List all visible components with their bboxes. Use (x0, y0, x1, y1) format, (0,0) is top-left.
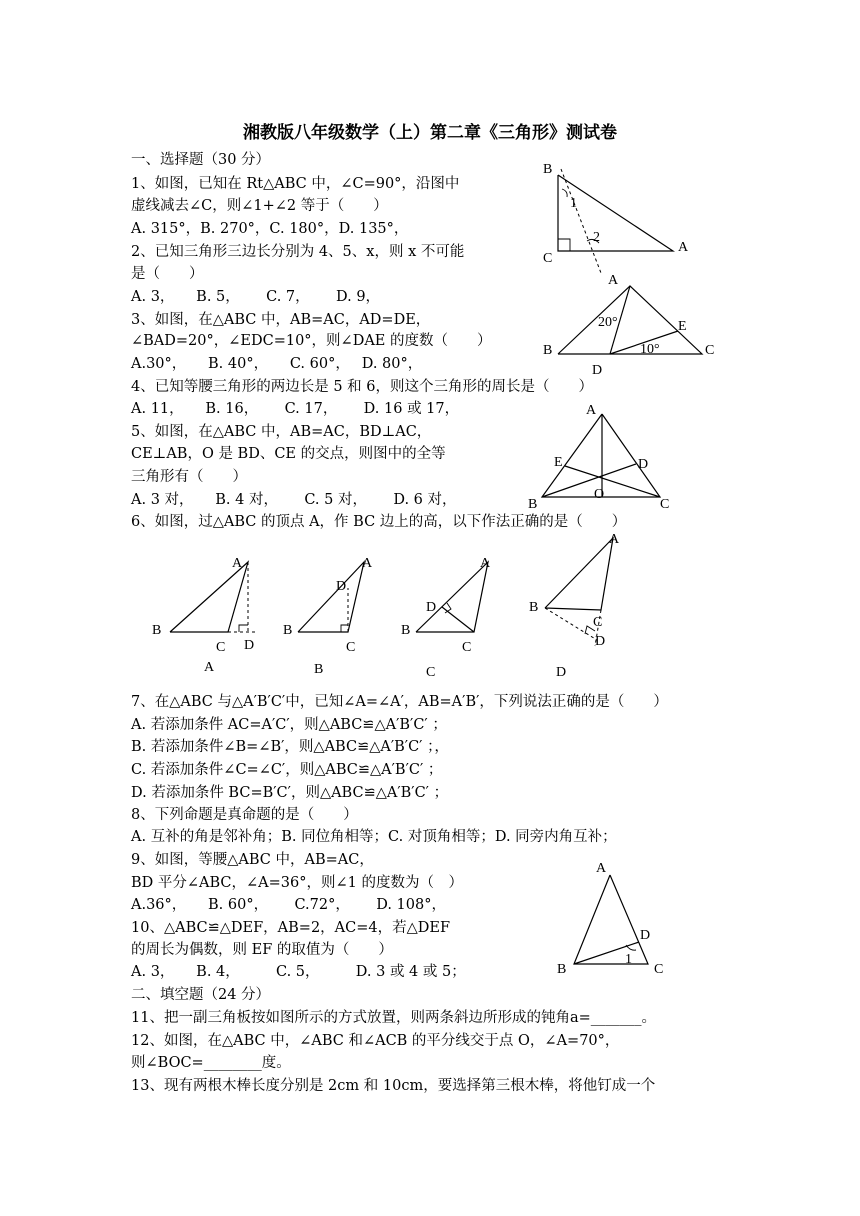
question-8: 8、下列命题是真命题的是（ ） (131, 807, 358, 823)
right-angle-mark (558, 239, 570, 251)
vertex-label-d: D (592, 363, 603, 378)
figure-q6-option-b (280, 550, 390, 675)
vertex-label-c: C (593, 615, 603, 630)
question-3-options: A.30°， B. 40°， C. 60°， D. 80°， (131, 356, 423, 372)
option-label: D (556, 665, 567, 680)
vertex-label-c: C (462, 640, 472, 655)
vertex-label-d: D (336, 579, 347, 594)
option-label: B (314, 662, 324, 677)
question-9: BD 平分∠ABC，∠A=36°，则∠1 的度数为（ ） (131, 875, 463, 891)
triangle-abc (545, 538, 613, 610)
figure-q1-right-triangle (535, 155, 705, 265)
vertex-label-d: D (426, 600, 437, 615)
question-5: CE⊥AB，O 是 BD、CE 的交点，则图中的全等 (131, 446, 446, 462)
vertex-label-d: D (638, 457, 649, 472)
vertex-label-d: D (244, 638, 255, 653)
vertex-label-c: C (705, 343, 715, 358)
figure-q5-altitudes (520, 400, 695, 515)
altitude-line (545, 608, 597, 640)
vertex-label-c: C (543, 251, 553, 266)
angle-label-1: 1 (625, 952, 632, 967)
question-1: 虚线减去∠C，则∠1+∠2 等于（ ） (131, 198, 388, 214)
page-title: 湘教版八年级数学（上）第二章《三角形》测试卷 (243, 123, 617, 143)
question-8-options: A. 互补的角是邻补角；B. 同位角相等；C. 对顶角相等；D. 同旁内角互补； (131, 829, 617, 845)
question-7: 7、在△ABC 与△A′B′C′中，已知∠A=∠A′，AB=A′B′，下列说法正确的是（ ） (131, 694, 668, 710)
question-1-options: A. 315°，B. 270°，C. 180°，D. 135°， (131, 221, 409, 237)
vertex-label-c: C (346, 640, 356, 655)
vertex-label-a: A (608, 273, 619, 288)
question-5-options: A. 3 对， B. 4 对， C. 5 对， D. 6 对， (131, 492, 457, 508)
question-12: 则∠BOC=________度。 (131, 1055, 291, 1071)
vertex-label-b: B (557, 962, 567, 977)
question-10-options: A. 3， B. 4， C. 5， D. 3 或 4 或 5； (131, 964, 466, 980)
right-angle-mark (239, 625, 248, 632)
triangle-abc (170, 562, 248, 632)
altitude-line (442, 607, 474, 632)
vertex-label-b: B (529, 600, 539, 615)
question-7-option-d: D. 若添加条件 BC=B′C′，则△ABC≌△A′B′C′ ； (131, 785, 449, 801)
angle-label-20: 20° (598, 315, 618, 330)
vertex-label-b: B (528, 497, 538, 512)
question-2: 是（ ） (131, 266, 204, 282)
angle-label-10: 10° (640, 342, 660, 357)
vertex-label-b: B (152, 623, 162, 638)
vertex-label-d: D (640, 928, 651, 943)
triangle-abc (298, 562, 364, 632)
vertex-label-b: B (543, 162, 553, 177)
option-label: A (204, 660, 215, 675)
vertex-label-a: A (362, 556, 373, 571)
question-10: 10、△ABC≌△DEF，AB=2，AC=4，若△DEF (131, 920, 451, 936)
right-angle-mark (445, 603, 451, 613)
question-9-options: A.36°， B. 60°， C.72°， D. 108°， (131, 897, 446, 913)
vertex-label-c: C (654, 962, 664, 977)
question-4-options: A. 11， B. 16， C. 17， D. 16 或 17， (131, 401, 460, 417)
vertex-label-a: A (232, 556, 243, 571)
vertex-label-o: O (594, 487, 605, 502)
vertex-label-b: B (283, 623, 293, 638)
question-5: 5、如图，在△ABC 中，AB=AC，BD⊥AC， (131, 424, 432, 440)
question-6: 6、如图，过△ABC 的顶点 A，作 BC 边上的高，以下作法正确的是（ ） (131, 514, 627, 530)
vertex-label-a: A (678, 240, 689, 255)
question-7-option-a: A. 若添加条件 AC=A′C′，则△ABC≌△A′B′C′ ； (131, 717, 447, 733)
figure-q9-isosceles-triangle (550, 855, 680, 980)
vertex-label-e: E (678, 319, 687, 334)
question-1: 1、如图，已知在 Rt△ABC 中，∠C=90°，沿图中 (131, 176, 460, 192)
question-10: 的周长为偶数，则 EF 的取值为（ ） (131, 942, 393, 958)
triangle-abc (416, 562, 488, 632)
figure-q6-option-c (398, 550, 508, 680)
angle-1-arc (562, 189, 567, 197)
question-11: 11、把一副三角板按如图所示的方式放置，则两条斜边所形成的钝角a=_______。 (131, 1010, 656, 1026)
question-5: 三角形有（ ） (131, 469, 247, 485)
question-13: 13、现有两根木棒长度分别是 2cm 和 10cm，要选择第三根木棒，将他钉成一个 (131, 1078, 656, 1094)
vertex-label-b: B (401, 623, 411, 638)
question-7-option-c: C. 若添加条件∠C=∠C′，则△ABC≌△A′B′C′ ； (131, 762, 443, 778)
vertex-label-a: A (596, 861, 607, 876)
vertex-label-a: A (609, 532, 620, 547)
figure-q3-isosceles-triangle (540, 268, 725, 378)
triangle-abc (558, 175, 673, 251)
question-9: 9、如图，等腰△ABC 中，AB=AC， (131, 852, 374, 868)
question-4: 4、已知等腰三角形的两边长是 5 和 6，则这个三角形的周长是（ ） (131, 379, 594, 395)
vertex-label-a: A (480, 556, 491, 571)
angle-label-1: 1 (570, 196, 577, 211)
vertex-label-e: E (554, 455, 563, 470)
section-heading: 二、填空题（24 分） (131, 987, 271, 1003)
cut-line (561, 169, 601, 273)
question-12: 12、如图，在△ABC 中，∠ABC 和∠ACB 的平分线交于点 O，∠A=70°， (131, 1033, 620, 1049)
triangle-abc (574, 875, 651, 964)
vertex-label-d: D (595, 634, 606, 649)
right-angle-mark (341, 625, 348, 632)
vertex-label-c: C (216, 640, 226, 655)
question-3: ∠BAD=20°，∠EDC=10°，则∠DAE 的度数（ ） (131, 333, 492, 349)
angle-label-2: 2 (593, 230, 600, 245)
question-2-options: A. 3， B. 5， C. 7， D. 9， (131, 289, 381, 305)
figure-q6-option-d (525, 530, 645, 680)
vertex-label-a: A (586, 403, 597, 418)
vertex-label-c: C (660, 497, 670, 512)
figure-q6-option-a (148, 550, 268, 675)
question-3: 3、如图，在△ABC 中，AB=AC，AD=DE， (131, 312, 431, 328)
question-2: 2、已知三角形三边长分别为 4、5、x，则 x 不可能 (131, 244, 465, 260)
question-7-option-b: B. 若添加条件∠B=∠B′，则△ABC≌△A′B′C′ ；， (131, 739, 449, 755)
section-heading: 一、选择题（30 分） (131, 152, 271, 168)
option-label: C (426, 665, 436, 680)
vertex-label-b: B (543, 343, 553, 358)
